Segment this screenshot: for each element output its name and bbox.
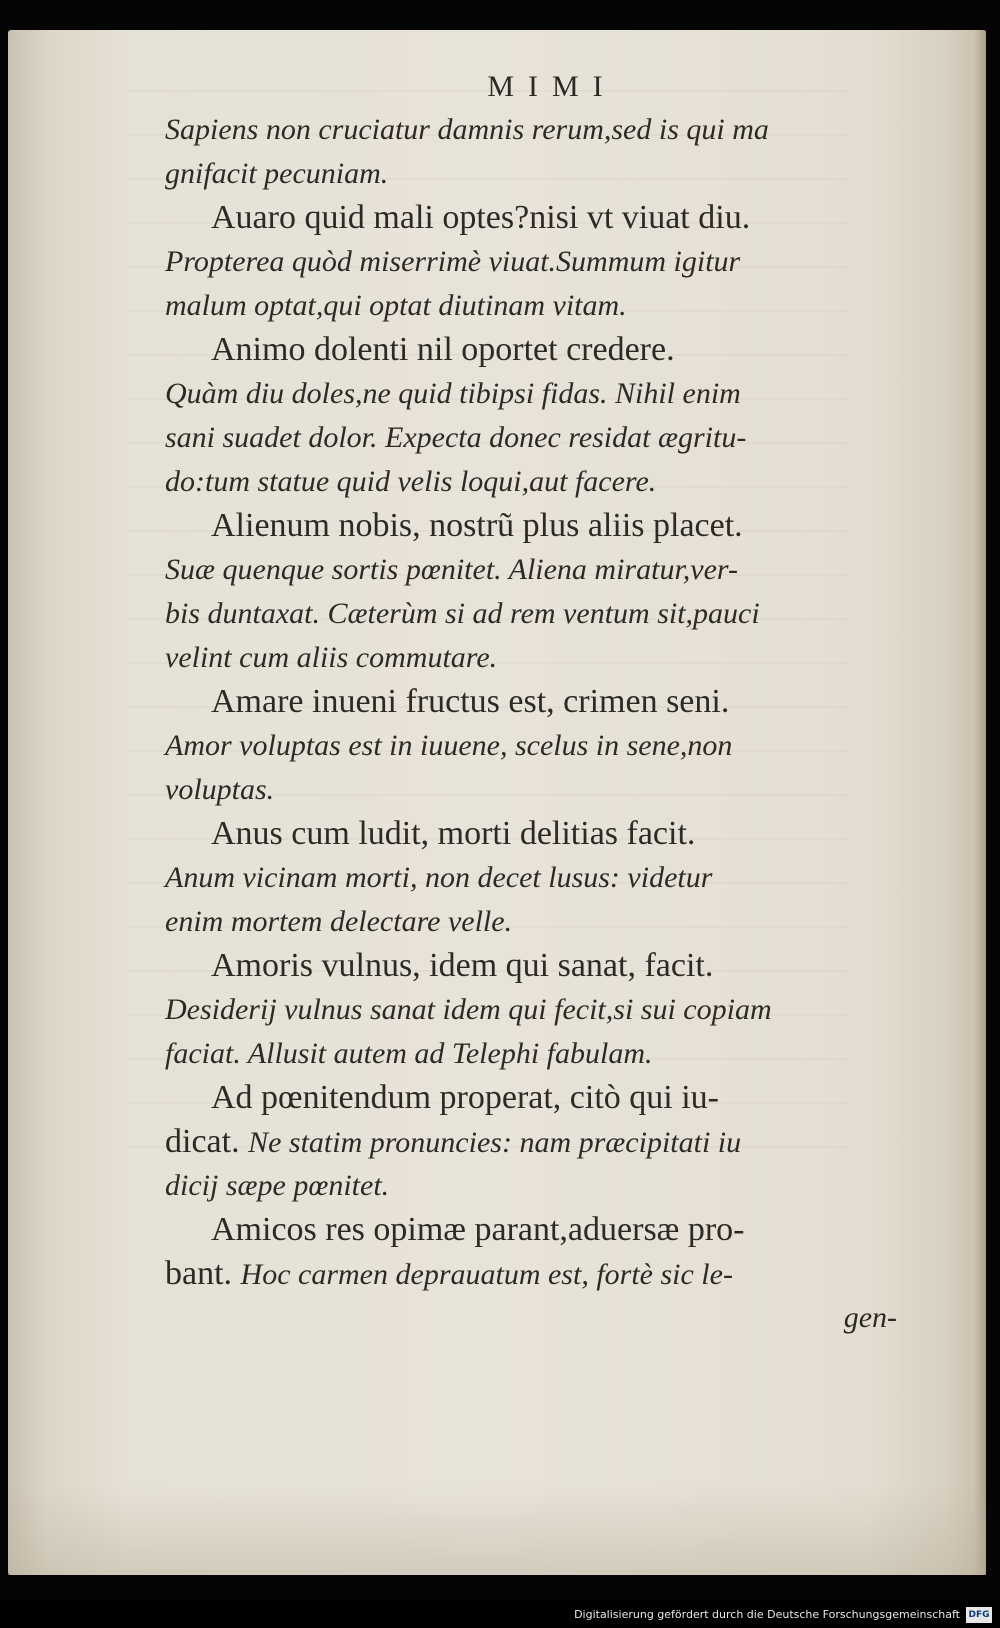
page-edge bbox=[974, 30, 986, 1575]
text-line: faciat. Allusit autem ad Telephi fabulam. bbox=[165, 1037, 653, 1070]
dfg-logo: DFG bbox=[966, 1607, 992, 1623]
text-line: Suæ quenque sortis pœnitet. Aliena miratur,ver- bbox=[165, 553, 738, 586]
text-line: Amor voluptas est in iuuene, scelus in sene,non bbox=[165, 729, 733, 762]
text-line: voluptas. bbox=[165, 773, 275, 806]
text-line: Amoris vulnus, idem qui sanat, facit. bbox=[211, 947, 714, 984]
text-line: Auaro quid mali optes?nisi vt viuat diu. bbox=[211, 199, 751, 236]
italic-run: Ne statim pronuncies: nam præcipitati iu bbox=[248, 1126, 742, 1159]
text-line: Amare inueni fructus est, crimen seni. bbox=[211, 683, 730, 720]
text-line: Amicos res opimæ parant,aduersæ pro- bbox=[211, 1211, 745, 1248]
text-line: dicij sæpe pœnitet. bbox=[165, 1169, 390, 1202]
catchword: gen- bbox=[843, 1301, 897, 1334]
roman-run: bant. bbox=[165, 1255, 241, 1292]
roman-run: dicat. bbox=[165, 1123, 249, 1160]
text-line bbox=[165, 1120, 925, 1164]
text-line: sani suadet dolor. Expecta donec residat ægritu- bbox=[165, 421, 747, 454]
footer-bar bbox=[0, 1600, 1000, 1628]
text-lines bbox=[165, 108, 925, 1296]
text-line: Quàm diu doles,ne quid tibipsi fidas. Nihil enim bbox=[165, 377, 741, 410]
text-line: do:tum statue quid velis loqui,aut facere. bbox=[165, 465, 657, 498]
text-block bbox=[165, 40, 925, 1340]
text-line: bis duntaxat. Cæterùm si ad rem ventum sit,pauci bbox=[165, 597, 760, 630]
running-head: MIMI bbox=[487, 70, 617, 103]
text-line: Sapiens non cruciatur damnis rerum,sed is qui ma bbox=[165, 113, 769, 146]
text-line: Alienum nobis, nostrũ plus aliis placet. bbox=[211, 507, 743, 544]
text-line: Anum vicinam morti, non decet lusus: videtur bbox=[165, 861, 713, 894]
text-line: gnifacit pecuniam. bbox=[165, 157, 389, 190]
text-line bbox=[165, 1252, 925, 1296]
text-line: velint cum aliis commutare. bbox=[165, 641, 498, 674]
text-line: Anus cum ludit, morti delitias facit. bbox=[211, 815, 696, 852]
page-shadow bbox=[8, 1485, 986, 1575]
text-line: malum optat,qui optat diutinam vitam. bbox=[165, 289, 627, 322]
funding-credit: Digitalisierung gefördert durch die Deutsche Forschungsgemeinschaft bbox=[574, 1608, 960, 1621]
text-line: Animo dolenti nil oportet credere. bbox=[211, 331, 675, 368]
text-line: Propterea quòd miserrimè viuat.Summum igitur bbox=[165, 245, 741, 278]
text-line: enim mortem delectare velle. bbox=[165, 905, 513, 938]
text-line: Ad pœnitendum properat, citò qui iu- bbox=[211, 1079, 720, 1116]
italic-run: Hoc carmen deprauatum est, fortè sic le- bbox=[240, 1258, 733, 1291]
text-line: Desiderij vulnus sanat idem qui fecit,si sui copiam bbox=[165, 993, 772, 1026]
